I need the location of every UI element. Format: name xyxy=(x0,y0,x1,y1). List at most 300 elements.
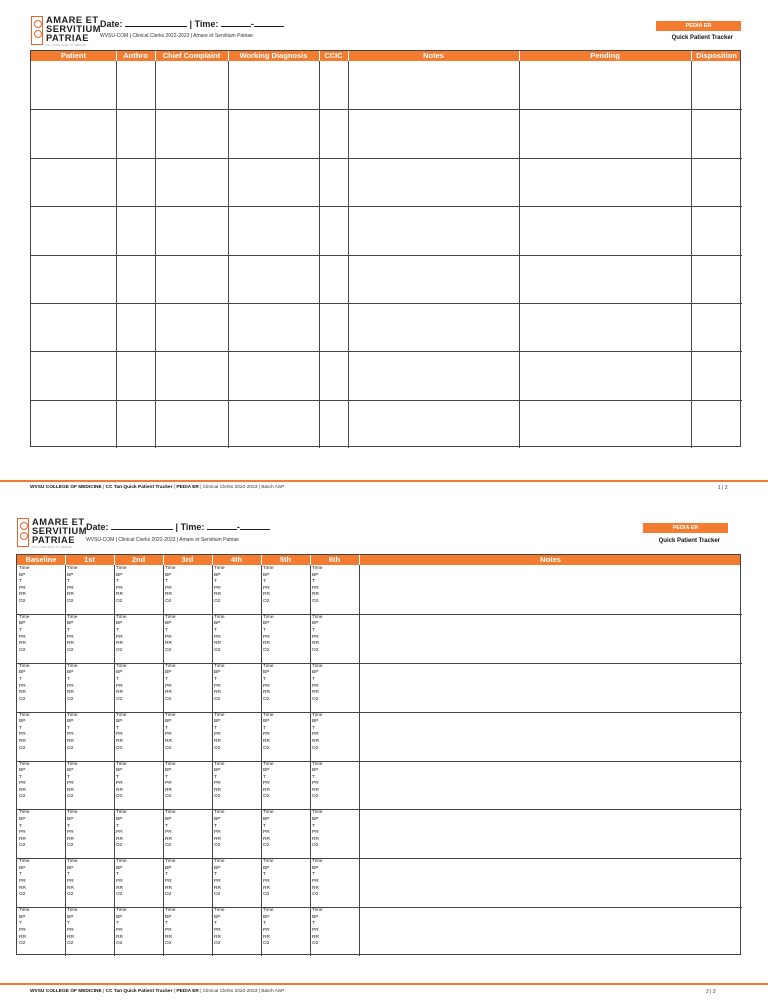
vitals-cell[interactable] xyxy=(67,762,77,802)
vitals-cell[interactable] xyxy=(214,810,224,850)
vitals-cell[interactable] xyxy=(312,908,322,948)
vital-label: Time xyxy=(165,761,176,767)
vital-label: RR xyxy=(19,836,26,842)
vital-label: O2 xyxy=(116,892,123,898)
vitals-cell[interactable] xyxy=(19,762,29,802)
footer-sep-1: | xyxy=(101,485,106,490)
vitals-cell[interactable] xyxy=(116,615,126,655)
patient-entry-cell[interactable] xyxy=(319,351,348,399)
vital-label: T xyxy=(19,872,22,878)
patient-entry-cell[interactable] xyxy=(155,158,228,206)
patient-entry-cell[interactable] xyxy=(116,61,155,109)
header-divider xyxy=(691,51,692,61)
date-field[interactable] xyxy=(125,19,187,27)
vital-label: BP xyxy=(19,572,26,578)
patient-entry-cell[interactable] xyxy=(519,303,691,351)
vital-label: Time xyxy=(214,663,225,669)
vital-label: PR xyxy=(214,781,221,787)
vital-label: T xyxy=(214,872,217,878)
vitals-cell[interactable] xyxy=(116,713,126,753)
vital-label: Time xyxy=(165,810,176,816)
vitals-cell[interactable] xyxy=(312,566,322,606)
notes-cell[interactable] xyxy=(359,565,742,614)
vital-label: BP xyxy=(214,768,221,774)
brand-line-2: SERVITIUM xyxy=(32,526,87,536)
patient-entry-cell[interactable] xyxy=(319,400,348,448)
vital-label: RR xyxy=(165,934,172,940)
column-header: Anthro xyxy=(123,51,148,60)
vital-label: PR xyxy=(312,927,319,933)
unit-badge: PEDIA ER xyxy=(643,523,728,533)
footer-rest: | Clinical Clerks 2022-2023 | Batch ASP xyxy=(198,485,285,490)
vital-label: O2 xyxy=(165,843,172,849)
patient-entry-cell[interactable] xyxy=(228,61,319,109)
patient-entry-cell[interactable] xyxy=(519,158,691,206)
vitals-cell[interactable] xyxy=(116,566,126,606)
patient-entry-cell[interactable] xyxy=(691,109,742,157)
vital-label: PR xyxy=(214,683,221,689)
vitals-cell[interactable] xyxy=(19,908,29,948)
patient-entry-cell[interactable] xyxy=(691,303,742,351)
vital-label: PR xyxy=(116,879,123,885)
vital-label: Time xyxy=(312,908,323,914)
time-label: | Time: xyxy=(175,522,205,532)
patient-entry-cell[interactable] xyxy=(116,255,155,303)
vitals-table-header xyxy=(17,555,740,565)
patient-entry-cell[interactable] xyxy=(319,255,348,303)
vital-label: T xyxy=(116,676,119,682)
time-end-field[interactable] xyxy=(254,19,284,27)
vital-label: Time xyxy=(312,663,323,669)
vitals-cell[interactable] xyxy=(67,664,77,704)
vital-label: BP xyxy=(263,865,270,871)
vital-label: PR xyxy=(165,879,172,885)
notes-cell[interactable] xyxy=(359,663,742,712)
vital-label: Time xyxy=(312,566,323,571)
vital-label: BP xyxy=(116,572,123,578)
vitals-cell[interactable] xyxy=(312,615,322,655)
vital-label: RR xyxy=(19,885,26,891)
vital-label: PR xyxy=(263,732,270,738)
vital-label: RR xyxy=(165,787,172,793)
vital-label: BP xyxy=(19,768,26,774)
vital-label: O2 xyxy=(263,745,270,751)
vital-label: BP xyxy=(67,670,74,676)
vital-label: PR xyxy=(263,683,270,689)
patient-entry-cell[interactable] xyxy=(31,400,116,448)
vitals-cell[interactable] xyxy=(165,810,175,850)
patient-entry-cell[interactable] xyxy=(31,303,116,351)
vital-label: RR xyxy=(116,934,123,940)
vitals-cell[interactable] xyxy=(214,566,224,606)
vital-label: BP xyxy=(214,670,221,676)
vital-label: BP xyxy=(214,914,221,920)
vital-label: BP xyxy=(165,816,172,822)
vital-label: RR xyxy=(67,592,74,598)
vitals-cell[interactable] xyxy=(312,859,322,899)
patient-entry-cell[interactable] xyxy=(116,109,155,157)
vital-label: T xyxy=(312,774,315,780)
vital-label: Time xyxy=(263,614,274,620)
vitals-cell[interactable] xyxy=(214,664,224,704)
patient-entry-cell[interactable] xyxy=(319,303,348,351)
vitals-cell[interactable] xyxy=(19,859,29,899)
patient-entry-cell[interactable] xyxy=(519,255,691,303)
vital-label: O2 xyxy=(263,941,270,947)
vital-label: T xyxy=(263,579,266,585)
vitals-cell[interactable] xyxy=(312,762,322,802)
vitals-cell[interactable] xyxy=(19,713,29,753)
vital-label: RR xyxy=(165,836,172,842)
column-header: Patient xyxy=(60,51,86,60)
patient-entry-cell[interactable] xyxy=(31,255,116,303)
vital-label: RR xyxy=(312,592,319,598)
vital-label: T xyxy=(19,628,22,634)
vitals-cell[interactable] xyxy=(312,713,322,753)
header-divider xyxy=(228,51,229,61)
vitals-cell[interactable] xyxy=(214,713,224,753)
vital-label: RR xyxy=(19,690,26,696)
vital-label: PR xyxy=(165,634,172,640)
vital-label: O2 xyxy=(165,941,172,947)
vital-label: RR xyxy=(67,836,74,842)
vitals-cell[interactable] xyxy=(312,810,322,850)
vitals-cell[interactable] xyxy=(214,859,224,899)
vital-label: RR xyxy=(67,885,74,891)
vitals-cell[interactable] xyxy=(67,566,77,606)
vital-label: O2 xyxy=(263,598,270,604)
notes-cell[interactable] xyxy=(359,712,742,761)
vitals-cell[interactable] xyxy=(263,859,273,899)
vitals-cell[interactable] xyxy=(263,908,273,948)
patient-entry-cell[interactable] xyxy=(519,109,691,157)
vital-label: Time xyxy=(312,614,323,620)
vital-label: RR xyxy=(116,690,123,696)
patient-entry-cell[interactable] xyxy=(348,61,519,109)
patient-entry-cell[interactable] xyxy=(348,351,519,399)
vital-label: BP xyxy=(19,816,26,822)
vital-label: O2 xyxy=(263,696,270,702)
vital-label: RR xyxy=(116,836,123,842)
vitals-cell[interactable] xyxy=(263,713,273,753)
vital-label: PR xyxy=(312,732,319,738)
vital-label: RR xyxy=(67,739,74,744)
vitals-cell[interactable] xyxy=(312,664,322,704)
patient-entry-cell[interactable] xyxy=(348,158,519,206)
vital-label: PR xyxy=(263,927,270,933)
vital-label: BP xyxy=(116,670,123,676)
vital-label: T xyxy=(165,676,168,682)
vital-label: O2 xyxy=(67,696,74,702)
vitals-cell[interactable] xyxy=(263,762,273,802)
vitals-cell[interactable] xyxy=(263,566,273,606)
footer-text xyxy=(30,989,284,994)
vital-label: BP xyxy=(165,670,172,676)
vitals-cell[interactable] xyxy=(19,615,29,655)
patient-entry-cell[interactable] xyxy=(691,351,742,399)
patient-entry-cell[interactable] xyxy=(348,303,519,351)
vital-label: PR xyxy=(67,634,74,640)
vital-label: RR xyxy=(214,836,221,842)
patient-entry-cell[interactable] xyxy=(116,303,155,351)
vitals-cell[interactable] xyxy=(263,810,273,850)
vital-label: RR xyxy=(312,787,319,793)
notes-cell[interactable] xyxy=(359,761,742,810)
patient-entry-cell[interactable] xyxy=(155,400,228,448)
vitals-cell[interactable] xyxy=(165,615,175,655)
vital-label: PR xyxy=(165,683,172,689)
vital-label: BP xyxy=(67,914,74,920)
vitals-cell[interactable] xyxy=(116,908,126,948)
patient-entry-cell[interactable] xyxy=(228,109,319,157)
vital-label: O2 xyxy=(214,892,221,898)
vital-label: T xyxy=(165,872,168,878)
vitals-cell[interactable] xyxy=(67,713,77,753)
vitals-cell[interactable] xyxy=(67,615,77,655)
vital-label: Time xyxy=(165,712,176,718)
vital-label: O2 xyxy=(165,598,172,604)
vital-label: T xyxy=(214,725,217,731)
vital-label: Time xyxy=(116,712,127,718)
vitals-cell[interactable] xyxy=(214,762,224,802)
vital-label: BP xyxy=(263,816,270,822)
notes-cell[interactable] xyxy=(359,907,742,956)
notes-cell[interactable] xyxy=(359,858,742,907)
patient-entry-cell[interactable] xyxy=(116,206,155,254)
vital-label: T xyxy=(116,628,119,634)
header-divider xyxy=(163,555,164,565)
vital-label: BP xyxy=(19,621,26,627)
patient-entry-cell[interactable] xyxy=(116,351,155,399)
vital-label: O2 xyxy=(214,696,221,702)
patient-entry-cell[interactable] xyxy=(691,158,742,206)
vital-label: RR xyxy=(165,885,172,891)
vital-label: PR xyxy=(214,830,221,836)
vital-label: RR xyxy=(67,787,74,793)
patient-entry-cell[interactable] xyxy=(228,255,319,303)
vital-label: O2 xyxy=(214,794,221,800)
vitals-cell[interactable] xyxy=(116,859,126,899)
vital-label: Time xyxy=(214,908,225,914)
vitals-cell[interactable] xyxy=(116,762,126,802)
patient-entry-cell[interactable] xyxy=(519,351,691,399)
footer-unit: PEDIA ER xyxy=(176,989,199,994)
date-label: Date: xyxy=(86,522,109,532)
vital-label: RR xyxy=(67,934,74,940)
patient-entry-cell[interactable] xyxy=(691,206,742,254)
vital-label: Time xyxy=(67,663,78,669)
vital-label: O2 xyxy=(67,745,74,751)
patient-entry-cell[interactable] xyxy=(319,61,348,109)
patient-entry-cell[interactable] xyxy=(519,61,691,109)
vital-label: Time xyxy=(214,614,225,620)
vital-label: RR xyxy=(312,836,319,842)
vital-label: Time xyxy=(116,859,127,865)
vital-label: RR xyxy=(19,592,26,598)
vital-label: Time xyxy=(312,761,323,767)
vital-label: PR xyxy=(263,634,270,640)
notes-cell[interactable] xyxy=(359,614,742,663)
patient-entry-cell[interactable] xyxy=(155,255,228,303)
vital-label: PR xyxy=(312,879,319,885)
vital-label: PR xyxy=(214,927,221,933)
vital-label: T xyxy=(263,823,266,829)
vitals-cell[interactable] xyxy=(19,566,29,606)
time-end-field[interactable] xyxy=(240,522,270,530)
vitals-cell[interactable] xyxy=(116,664,126,704)
vital-label: RR xyxy=(214,787,221,793)
vitals-cell[interactable] xyxy=(67,908,77,948)
vital-label: Time xyxy=(214,566,225,571)
vital-label: Time xyxy=(67,566,78,571)
vital-label: O2 xyxy=(312,794,319,800)
vitals-cell[interactable] xyxy=(214,615,224,655)
vitals-cell[interactable] xyxy=(165,859,175,899)
vital-label: T xyxy=(116,823,119,829)
vital-label: PR xyxy=(312,683,319,689)
vital-label: RR xyxy=(116,592,123,598)
patient-entry-cell[interactable] xyxy=(228,206,319,254)
vital-label: T xyxy=(312,628,315,634)
vital-label: Time xyxy=(67,614,78,620)
header-divider xyxy=(212,555,213,565)
vital-label: PR xyxy=(165,927,172,933)
vitals-cell[interactable] xyxy=(19,664,29,704)
vital-label: BP xyxy=(19,719,26,725)
page-number: 1 | 2 xyxy=(718,485,728,491)
vitals-cell[interactable] xyxy=(263,664,273,704)
vital-label: Time xyxy=(263,859,274,865)
vital-label: PR xyxy=(214,634,221,640)
patient-entry-cell[interactable] xyxy=(31,158,116,206)
patient-entry-cell[interactable] xyxy=(116,158,155,206)
vital-label: T xyxy=(312,725,315,731)
vitals-cell[interactable] xyxy=(19,810,29,850)
vital-label: Time xyxy=(116,810,127,816)
vital-label: Time xyxy=(67,712,78,718)
vital-label: BP xyxy=(263,572,270,578)
date-label: Date: xyxy=(100,19,123,29)
patient-entry-cell[interactable] xyxy=(519,400,691,448)
patient-entry-cell[interactable] xyxy=(155,351,228,399)
vitals-cell[interactable] xyxy=(165,908,175,948)
notes-cell[interactable] xyxy=(359,809,742,858)
patient-entry-cell[interactable] xyxy=(155,206,228,254)
patient-entry-cell[interactable] xyxy=(116,400,155,448)
vital-label: BP xyxy=(214,865,221,871)
footer-sep-1: | xyxy=(101,989,106,994)
vital-label: T xyxy=(67,921,70,927)
patient-entry-cell[interactable] xyxy=(228,400,319,448)
vital-label: T xyxy=(116,872,119,878)
vitals-cell[interactable] xyxy=(263,615,273,655)
column-header: Disposition xyxy=(696,51,737,60)
vital-label: O2 xyxy=(116,647,123,653)
header-divider xyxy=(65,555,66,565)
vitals-cell[interactable] xyxy=(165,664,175,704)
vital-label: O2 xyxy=(67,598,74,604)
patient-entry-cell[interactable] xyxy=(348,206,519,254)
patient-entry-cell[interactable] xyxy=(319,109,348,157)
vital-label: RR xyxy=(165,739,172,744)
patient-entry-cell[interactable] xyxy=(31,351,116,399)
patient-entry-cell[interactable] xyxy=(691,255,742,303)
vital-label: T xyxy=(19,921,22,927)
vital-label: T xyxy=(19,823,22,829)
vitals-cell[interactable] xyxy=(165,713,175,753)
patient-entry-cell[interactable] xyxy=(155,61,228,109)
vital-label: RR xyxy=(263,592,270,598)
patient-entry-cell[interactable] xyxy=(31,109,116,157)
vital-label: RR xyxy=(214,641,221,647)
vital-label: RR xyxy=(312,934,319,940)
patient-entry-cell[interactable] xyxy=(519,206,691,254)
footer-rule xyxy=(0,983,768,985)
vital-label: PR xyxy=(19,683,26,689)
vital-label: T xyxy=(67,774,70,780)
patient-entry-cell[interactable] xyxy=(155,303,228,351)
vital-label: T xyxy=(263,872,266,878)
patient-entry-cell[interactable] xyxy=(228,351,319,399)
vital-label: T xyxy=(214,823,217,829)
vital-label: RR xyxy=(116,739,123,744)
vital-label: T xyxy=(19,676,22,682)
vital-label: PR xyxy=(165,830,172,836)
patient-entry-cell[interactable] xyxy=(691,400,742,448)
vital-label: Time xyxy=(19,761,30,767)
patient-entry-cell[interactable] xyxy=(691,61,742,109)
vital-label: Time xyxy=(214,859,225,865)
patient-entry-cell[interactable] xyxy=(31,61,116,109)
time-start-field[interactable] xyxy=(207,522,237,530)
patient-entry-cell[interactable] xyxy=(348,400,519,448)
brand-line-2: SERVITIUM xyxy=(46,24,101,34)
header-divider xyxy=(114,555,115,565)
vitals-cell[interactable] xyxy=(214,908,224,948)
date-field[interactable] xyxy=(111,522,173,530)
vital-label: BP xyxy=(19,865,26,871)
vital-label: O2 xyxy=(312,647,319,653)
patient-entry-cell[interactable] xyxy=(228,303,319,351)
patient-entry-cell[interactable] xyxy=(319,206,348,254)
vital-label: BP xyxy=(67,572,74,578)
patient-entry-cell[interactable] xyxy=(348,255,519,303)
patient-entry-cell[interactable] xyxy=(319,158,348,206)
vital-label: PR xyxy=(312,830,319,836)
vital-label: O2 xyxy=(165,892,172,898)
column-header: 3rd xyxy=(181,555,194,564)
header-divider xyxy=(310,555,311,565)
column-header: 1st xyxy=(84,555,95,564)
vital-label: RR xyxy=(214,739,221,744)
vital-label: T xyxy=(165,579,168,585)
time-start-field[interactable] xyxy=(221,19,251,27)
patient-entry-cell[interactable] xyxy=(348,109,519,157)
vitals-cell[interactable] xyxy=(165,762,175,802)
patient-entry-cell[interactable] xyxy=(228,158,319,206)
vital-label: Time xyxy=(116,663,127,669)
vitals-cell[interactable] xyxy=(165,566,175,606)
patient-entry-cell[interactable] xyxy=(155,109,228,157)
vitals-cell[interactable] xyxy=(116,810,126,850)
vital-label: O2 xyxy=(165,745,172,751)
vital-label: O2 xyxy=(165,794,172,800)
vitals-cell[interactable] xyxy=(67,810,77,850)
vital-label: Time xyxy=(263,908,274,914)
patient-entry-cell[interactable] xyxy=(31,206,116,254)
vitals-cell[interactable] xyxy=(67,859,77,899)
vital-label: RR xyxy=(263,885,270,891)
